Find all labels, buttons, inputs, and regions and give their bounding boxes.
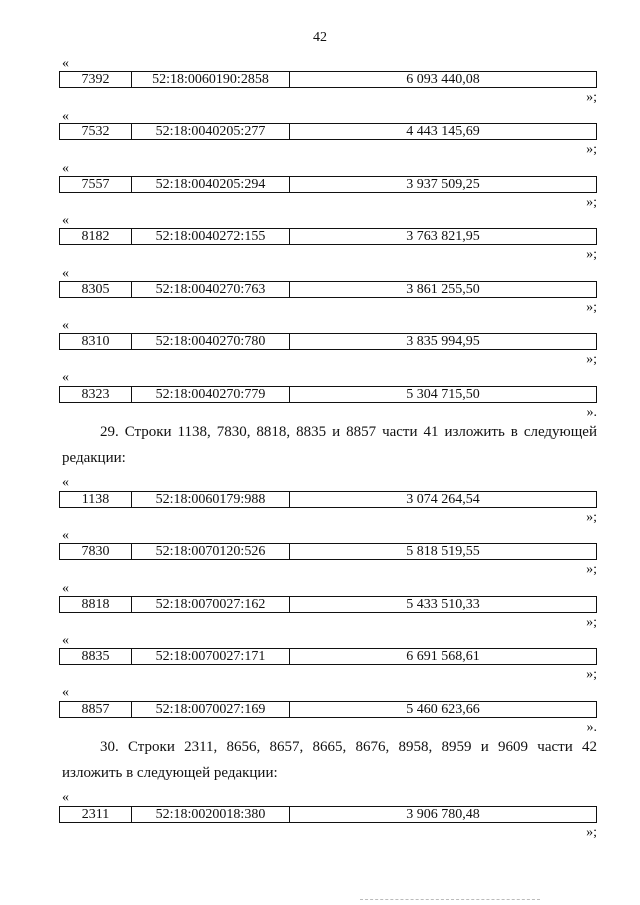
row-number: 8818 [60,597,132,612]
cadastral-number: 52:18:0070027:171 [132,649,290,664]
row-number: 8835 [60,649,132,664]
cadastral-value: 3 835 994,95 [406,334,480,349]
table-row [59,648,597,665]
quote-open: « [62,790,69,805]
cadastral-value: 6 691 568,61 [406,649,480,664]
table-row [59,71,597,88]
quote-close: ». [586,405,597,420]
quote-open: « [62,161,69,176]
paragraph-30-line-1: 30. Строки 2311, 8656, 8657, 8665, 8676, 8958, 8959 и 9609 части 42 [100,739,597,755]
table-row [59,543,597,560]
cadastral-number: 52:18:0040270:779 [132,387,290,402]
cadastral-value: 5 460 623,66 [406,702,480,717]
cadastral-value: 3 937 509,25 [406,177,480,192]
table-row [59,123,597,140]
cadastral-value: 3 906 780,48 [406,807,480,822]
cadastral-number: 52:18:0070027:169 [132,702,290,717]
quote-close: »; [586,667,597,682]
row-number: 7557 [60,177,132,192]
scan-artifact [360,899,540,902]
cadastral-number: 52:18:0060190:2858 [132,72,290,87]
table-row [59,491,597,508]
cadastral-number: 52:18:0070120:526 [132,544,290,559]
table-row [59,596,597,613]
table-row [59,806,597,823]
quote-open: « [62,318,69,333]
quote-close: ». [586,720,597,735]
quote-open: « [62,475,69,490]
row-number: 7532 [60,124,132,139]
quote-open: « [62,266,69,281]
cadastral-number: 52:18:0040272:155 [132,229,290,244]
table-row [59,333,597,350]
quote-open: « [62,213,69,228]
row-number: 8182 [60,229,132,244]
quote-open: « [62,370,69,385]
quote-close: »; [586,247,597,262]
paragraph-30-line-2: изложить в следующей редакции: [62,765,278,781]
cadastral-number: 52:18:0040205:277 [132,124,290,139]
row-number: 8310 [60,334,132,349]
page-number: 42 [313,30,327,45]
row-number: 8857 [60,702,132,717]
cadastral-value: 6 093 440,08 [406,72,480,87]
quote-close: »; [586,142,597,157]
paragraph-29-line-2: редакции: [62,450,126,466]
cadastral-value: 3 763 821,95 [406,229,480,244]
quote-open: « [62,685,69,700]
row-number: 1138 [60,492,132,507]
table-row [59,701,597,718]
quote-close: »; [586,615,597,630]
quote-close: »; [586,562,597,577]
quote-open: « [62,528,69,543]
quote-close: »; [586,510,597,525]
table-row [59,281,597,298]
table-row [59,386,597,403]
table-row [59,176,597,193]
quote-close: »; [586,195,597,210]
quote-close: »; [586,825,597,840]
row-number: 8323 [60,387,132,402]
quote-open: « [62,581,69,596]
quote-close: »; [586,300,597,315]
row-number: 8305 [60,282,132,297]
cadastral-number: 52:18:0020018:380 [132,807,290,822]
table-row [59,228,597,245]
row-number: 7392 [60,72,132,87]
row-number: 7830 [60,544,132,559]
cadastral-value: 5 433 510,33 [406,597,480,612]
quote-open: « [62,56,69,71]
paragraph-29-line-1: 29. Строки 1138, 7830, 8818, 8835 и 8857 части 41 изложить в следующей [100,424,597,440]
quote-open: « [62,109,69,124]
row-number: 2311 [60,807,132,822]
cadastral-value: 5 818 519,55 [406,544,480,559]
cadastral-number: 52:18:0060179:988 [132,492,290,507]
quote-close: »; [586,90,597,105]
cadastral-value: 3 074 264,54 [406,492,480,507]
cadastral-number: 52:18:0040205:294 [132,177,290,192]
cadastral-value: 4 443 145,69 [406,124,480,139]
cadastral-number: 52:18:0040270:763 [132,282,290,297]
quote-close: »; [586,352,597,367]
cadastral-value: 3 861 255,50 [406,282,480,297]
cadastral-value: 5 304 715,50 [406,387,480,402]
cadastral-number: 52:18:0040270:780 [132,334,290,349]
quote-open: « [62,633,69,648]
cadastral-number: 52:18:0070027:162 [132,597,290,612]
